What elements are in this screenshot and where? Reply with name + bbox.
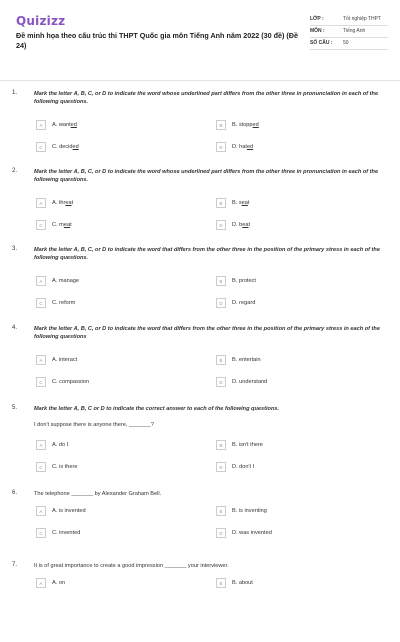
option-letter-box: D xyxy=(216,298,226,308)
option-label: C. xyxy=(52,300,60,306)
option-underlined-part: ea xyxy=(65,200,72,206)
option-a[interactable] xyxy=(36,440,68,450)
option-label: A. xyxy=(52,200,59,206)
option-label: B. xyxy=(232,200,239,206)
option-letter-box: B xyxy=(216,355,226,365)
option-text xyxy=(232,508,267,514)
option-word-start: invented xyxy=(59,530,81,536)
option-letter-box: C xyxy=(36,220,46,230)
meta-row-grade xyxy=(310,14,388,26)
option-underlined-part: ed xyxy=(246,144,254,150)
option-b[interactable] xyxy=(216,506,267,516)
option-text xyxy=(232,144,253,150)
option-label: D. xyxy=(232,144,240,150)
question-block xyxy=(0,246,400,326)
question-number: 6. xyxy=(12,490,18,496)
option-d[interactable] xyxy=(216,462,254,472)
option-word-start: s xyxy=(238,200,242,206)
option-word-start: regard xyxy=(239,300,256,306)
option-word-start: don't I xyxy=(239,464,255,470)
option-word-start: m xyxy=(59,222,64,228)
question-block xyxy=(0,562,400,642)
option-word-end: t xyxy=(247,200,250,206)
option-letter-box: D xyxy=(216,220,226,230)
option-text xyxy=(52,144,79,150)
option-word-start: isn't there xyxy=(238,442,263,448)
option-text xyxy=(52,222,72,228)
worksheet-title: Đề minh họa theo cấu trúc thi THPT Quốc gia môn Tiếng Anh năm 2022 (30 đề) (Đề 24) xyxy=(16,31,298,50)
option-label: A. xyxy=(52,357,59,363)
option-word-start: interact xyxy=(58,357,78,363)
option-text xyxy=(52,379,89,385)
option-label: A. xyxy=(52,580,59,586)
option-b[interactable] xyxy=(216,355,261,365)
option-label: C. xyxy=(52,464,60,470)
option-letter-box: A xyxy=(36,276,46,286)
option-letter-box: A xyxy=(36,440,46,450)
option-underlined-part: ea xyxy=(241,200,248,206)
option-text xyxy=(232,580,253,586)
option-c[interactable] xyxy=(36,298,75,308)
question-text: The telephone _______ by Alexander Graham Bell. xyxy=(34,491,162,497)
option-word-start: manage xyxy=(58,278,80,284)
option-letter-box: B xyxy=(216,440,226,450)
option-letter-box: B xyxy=(216,578,226,588)
option-word-start: reform xyxy=(59,300,76,306)
meta-row-count xyxy=(310,38,388,50)
option-word-start: about xyxy=(238,580,253,586)
option-letter-box: D xyxy=(216,462,226,472)
option-text xyxy=(52,300,75,306)
option-word-start: is there xyxy=(59,464,78,470)
option-letter-box: C xyxy=(36,298,46,308)
option-a[interactable] xyxy=(36,578,65,588)
option-text xyxy=(52,357,77,363)
option-text xyxy=(232,530,272,536)
option-d[interactable] xyxy=(216,298,255,308)
option-word-start: entertain xyxy=(238,357,261,363)
option-b[interactable] xyxy=(216,198,249,208)
option-word-start: is inventing xyxy=(238,508,267,514)
option-word-start: was invented xyxy=(239,530,272,536)
option-label: B. xyxy=(232,357,239,363)
option-b[interactable] xyxy=(216,440,263,450)
option-d[interactable] xyxy=(216,528,272,538)
question-block xyxy=(0,325,400,405)
option-b[interactable] xyxy=(216,120,259,130)
meta-value: 50 xyxy=(343,40,349,46)
option-a[interactable] xyxy=(36,506,86,516)
option-label: B. xyxy=(232,508,239,514)
option-c[interactable] xyxy=(36,462,78,472)
question-text: Mark the letter A, B, C or D to indicate the correct answer to each of the following questions. xyxy=(34,406,280,412)
meta-key: SỐ CÂU : xyxy=(310,40,333,46)
meta-key: LỚP : xyxy=(310,16,324,22)
meta-table xyxy=(310,14,388,50)
option-d[interactable] xyxy=(216,142,253,152)
option-text xyxy=(232,357,261,363)
option-letter-box: B xyxy=(216,198,226,208)
option-letter-box: C xyxy=(36,528,46,538)
question-block xyxy=(0,168,400,248)
option-text xyxy=(52,530,80,536)
option-label: D. xyxy=(232,300,240,306)
option-text xyxy=(232,278,256,284)
question-text: Mark the letter A, B, C, or D to indicate the word whose underlined part differs from the other three in pronunciation in each of the following questions. xyxy=(34,91,379,105)
option-letter-box: D xyxy=(216,142,226,152)
question-text: Mark the letter A, B, C, or D to indicate the word whose underlined part differs from the other three in pronunciation in each of the following questions. xyxy=(34,169,379,183)
option-text xyxy=(52,464,78,470)
option-letter-box: A xyxy=(36,355,46,365)
option-label: C. xyxy=(52,379,60,385)
option-label: B. xyxy=(232,122,239,128)
option-label: A. xyxy=(52,442,59,448)
option-word-start: compassion xyxy=(59,379,90,385)
option-label: D. xyxy=(232,379,240,385)
option-c[interactable] xyxy=(36,377,89,387)
question-number: 5. xyxy=(12,405,18,411)
option-a[interactable] xyxy=(36,198,73,208)
option-text xyxy=(232,122,259,128)
option-word-start: is invented xyxy=(58,508,86,514)
option-letter-box: D xyxy=(216,377,226,387)
option-word-start: do I xyxy=(58,442,69,448)
option-c[interactable] xyxy=(36,220,72,230)
meta-row-subject xyxy=(310,26,388,38)
option-c[interactable] xyxy=(36,528,80,538)
option-underlined-part: ea xyxy=(242,222,249,228)
option-underlined-part: ed xyxy=(252,122,259,128)
option-text xyxy=(232,442,263,448)
option-d[interactable] xyxy=(216,377,267,387)
option-label: B. xyxy=(232,580,239,586)
question-number: 1. xyxy=(12,90,18,96)
option-label: B. xyxy=(232,278,239,284)
option-b[interactable] xyxy=(216,578,253,588)
option-word-end: t xyxy=(248,222,251,228)
option-letter-box: B xyxy=(216,120,226,130)
option-word-start: stopp xyxy=(238,122,253,128)
option-letter-box: C xyxy=(36,462,46,472)
option-label: D. xyxy=(232,222,240,228)
option-text xyxy=(52,508,86,514)
option-text xyxy=(52,122,77,128)
option-text xyxy=(52,580,65,586)
option-word-start: b xyxy=(239,222,243,228)
option-word-start: protect xyxy=(238,278,256,284)
option-label: C. xyxy=(52,222,60,228)
question-number: 4. xyxy=(12,325,18,331)
question-number: 3. xyxy=(12,246,18,252)
option-word-start: on xyxy=(58,580,66,586)
question-number: 2. xyxy=(12,168,18,174)
option-letter-box: A xyxy=(36,120,46,130)
option-letter-box: A xyxy=(36,506,46,516)
option-text xyxy=(232,464,254,470)
option-label: C. xyxy=(52,144,60,150)
option-word-end: t xyxy=(70,222,72,228)
option-label: A. xyxy=(52,278,59,284)
question-text: It is of great importance to create a good impression _______ your interviewer. xyxy=(34,563,229,569)
option-text xyxy=(232,200,249,206)
option-d[interactable] xyxy=(216,220,250,230)
option-letter-box: C xyxy=(36,377,46,387)
question-text: Mark the letter A, B, C, or D to indicate the word that differs from the other three in the position of the primary stress in each of the following questions. xyxy=(34,247,380,261)
meta-key: MÔN : xyxy=(310,28,325,34)
option-text xyxy=(52,442,68,448)
option-word-start: hat xyxy=(239,144,247,150)
option-text xyxy=(232,222,250,228)
meta-value: Tiếng Anh xyxy=(343,28,366,34)
question-number: 7. xyxy=(12,562,18,568)
meta-value: Tốt nghiệp THPT xyxy=(343,16,381,22)
question-block xyxy=(0,490,400,570)
question-prompt: I don't suppose there is anyone there, _______? xyxy=(34,422,154,428)
option-word-start: decid xyxy=(59,144,73,150)
option-text xyxy=(52,200,73,206)
option-b[interactable] xyxy=(216,276,256,286)
option-c[interactable] xyxy=(36,142,79,152)
option-underlined-part: ed xyxy=(72,144,79,150)
option-text xyxy=(232,379,267,385)
option-a[interactable] xyxy=(36,355,77,365)
option-underlined-part: ed xyxy=(70,122,77,128)
option-a[interactable] xyxy=(36,276,79,286)
option-a[interactable] xyxy=(36,120,77,130)
option-letter-box: A xyxy=(36,198,46,208)
worksheet-header xyxy=(0,0,400,80)
option-label: C. xyxy=(52,530,60,536)
option-text xyxy=(232,300,255,306)
option-letter-box: C xyxy=(36,142,46,152)
option-letter-box: A xyxy=(36,578,46,588)
option-word-start: understand xyxy=(239,379,268,385)
option-text xyxy=(52,278,79,284)
header-divider xyxy=(0,80,400,81)
option-letter-box: B xyxy=(216,506,226,516)
option-letter-box: B xyxy=(216,276,226,286)
question-block xyxy=(0,405,400,485)
option-label: A. xyxy=(52,508,59,514)
option-label: A. xyxy=(52,122,59,128)
quizizz-logo: Quizizz xyxy=(16,14,66,28)
option-letter-box: D xyxy=(216,528,226,538)
option-label: B. xyxy=(232,442,239,448)
question-block xyxy=(0,90,400,170)
question-text: Mark the letter A, B, C, or D to indicate the word that differs from the other three in the position of the primary stress in each of the following questions xyxy=(34,326,380,340)
option-underlined-part: ea xyxy=(63,222,71,228)
option-label: D. xyxy=(232,530,240,536)
option-word-end: t xyxy=(71,200,74,206)
option-label: D. xyxy=(232,464,240,470)
option-word-start: want xyxy=(58,122,71,128)
option-word-start: thr xyxy=(58,200,66,206)
